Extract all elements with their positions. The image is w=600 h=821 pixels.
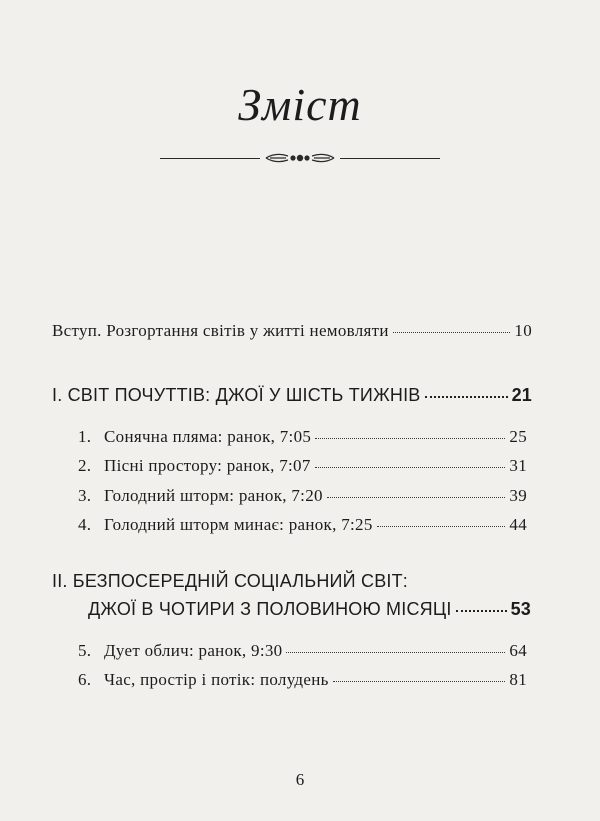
chapter-number: 4. xyxy=(78,515,92,534)
chapter-page: 64 xyxy=(509,641,527,660)
dot-leader xyxy=(377,526,506,527)
flourish-icon xyxy=(264,148,336,168)
dot-leader xyxy=(315,438,505,439)
dot-leader xyxy=(315,467,506,468)
toc-part-1[interactable] xyxy=(52,385,532,406)
ornament-rule-left xyxy=(160,158,260,159)
dot-leader xyxy=(286,652,505,653)
chapter-label: Пісні простору: ранок, 7:07 xyxy=(104,456,311,475)
toc-part-2[interactable] xyxy=(88,599,531,620)
dot-leader xyxy=(393,332,511,333)
toc-chapter-3[interactable] xyxy=(78,486,527,506)
dot-leader xyxy=(333,681,506,682)
chapter-number: 5. xyxy=(78,641,92,660)
dot-leader xyxy=(425,396,508,398)
chapter-label: Голодний шторм минає: ранок, 7:25 xyxy=(104,515,373,534)
chapter-page: 31 xyxy=(509,456,527,475)
title-ornament xyxy=(160,148,440,168)
toc-entry-intro[interactable] xyxy=(52,321,532,341)
page-number: 6 xyxy=(295,770,305,789)
page-title: Зміст xyxy=(238,79,362,130)
toc-entry-page: 10 xyxy=(514,321,532,340)
chapter-label: Сонячна пляма: ранок, 7:05 xyxy=(104,427,312,446)
chapter-label: Час, простір і потік: полудень xyxy=(104,670,329,689)
toc-part-title-line2: ДЖОЇ В ЧОТИРИ З ПОЛОВИНОЮ МІСЯЦІ xyxy=(88,599,452,619)
toc-entry-label: Вступ. Розгортання світів у житті немовляти xyxy=(52,321,389,340)
toc-part-title: I. СВІТ ПОЧУТТІВ: ДЖОЇ У ШІСТЬ ТИЖНІВ xyxy=(52,385,421,405)
toc-part-page: 53 xyxy=(510,599,531,619)
dot-leader xyxy=(327,497,506,498)
toc-chapter-4[interactable] xyxy=(78,515,527,535)
toc-part-2-title-line1[interactable]: II. БЕЗПОСЕРЕДНІЙ СОЦІАЛЬНИЙ СВІТ: xyxy=(52,571,409,591)
dot-leader xyxy=(456,610,507,612)
chapter-page: 44 xyxy=(509,515,527,534)
chapter-number: 3. xyxy=(78,486,92,505)
ornament-rule-right xyxy=(340,158,440,159)
toc-part-page: 21 xyxy=(511,385,532,405)
chapter-page: 39 xyxy=(509,486,527,505)
toc-chapter-2[interactable] xyxy=(78,456,527,476)
toc-chapter-5[interactable] xyxy=(78,641,527,661)
chapter-label: Дует облич: ранок, 9:30 xyxy=(104,641,283,660)
chapter-page: 81 xyxy=(509,670,527,689)
toc-chapter-6[interactable] xyxy=(78,670,527,690)
chapter-label: Голодний шторм: ранок, 7:20 xyxy=(104,486,323,505)
chapter-number: 2. xyxy=(78,456,92,475)
chapter-page: 25 xyxy=(509,427,527,446)
chapter-number: 1. xyxy=(78,427,92,446)
toc-chapter-1[interactable] xyxy=(78,427,527,447)
chapter-number: 6. xyxy=(78,670,92,689)
